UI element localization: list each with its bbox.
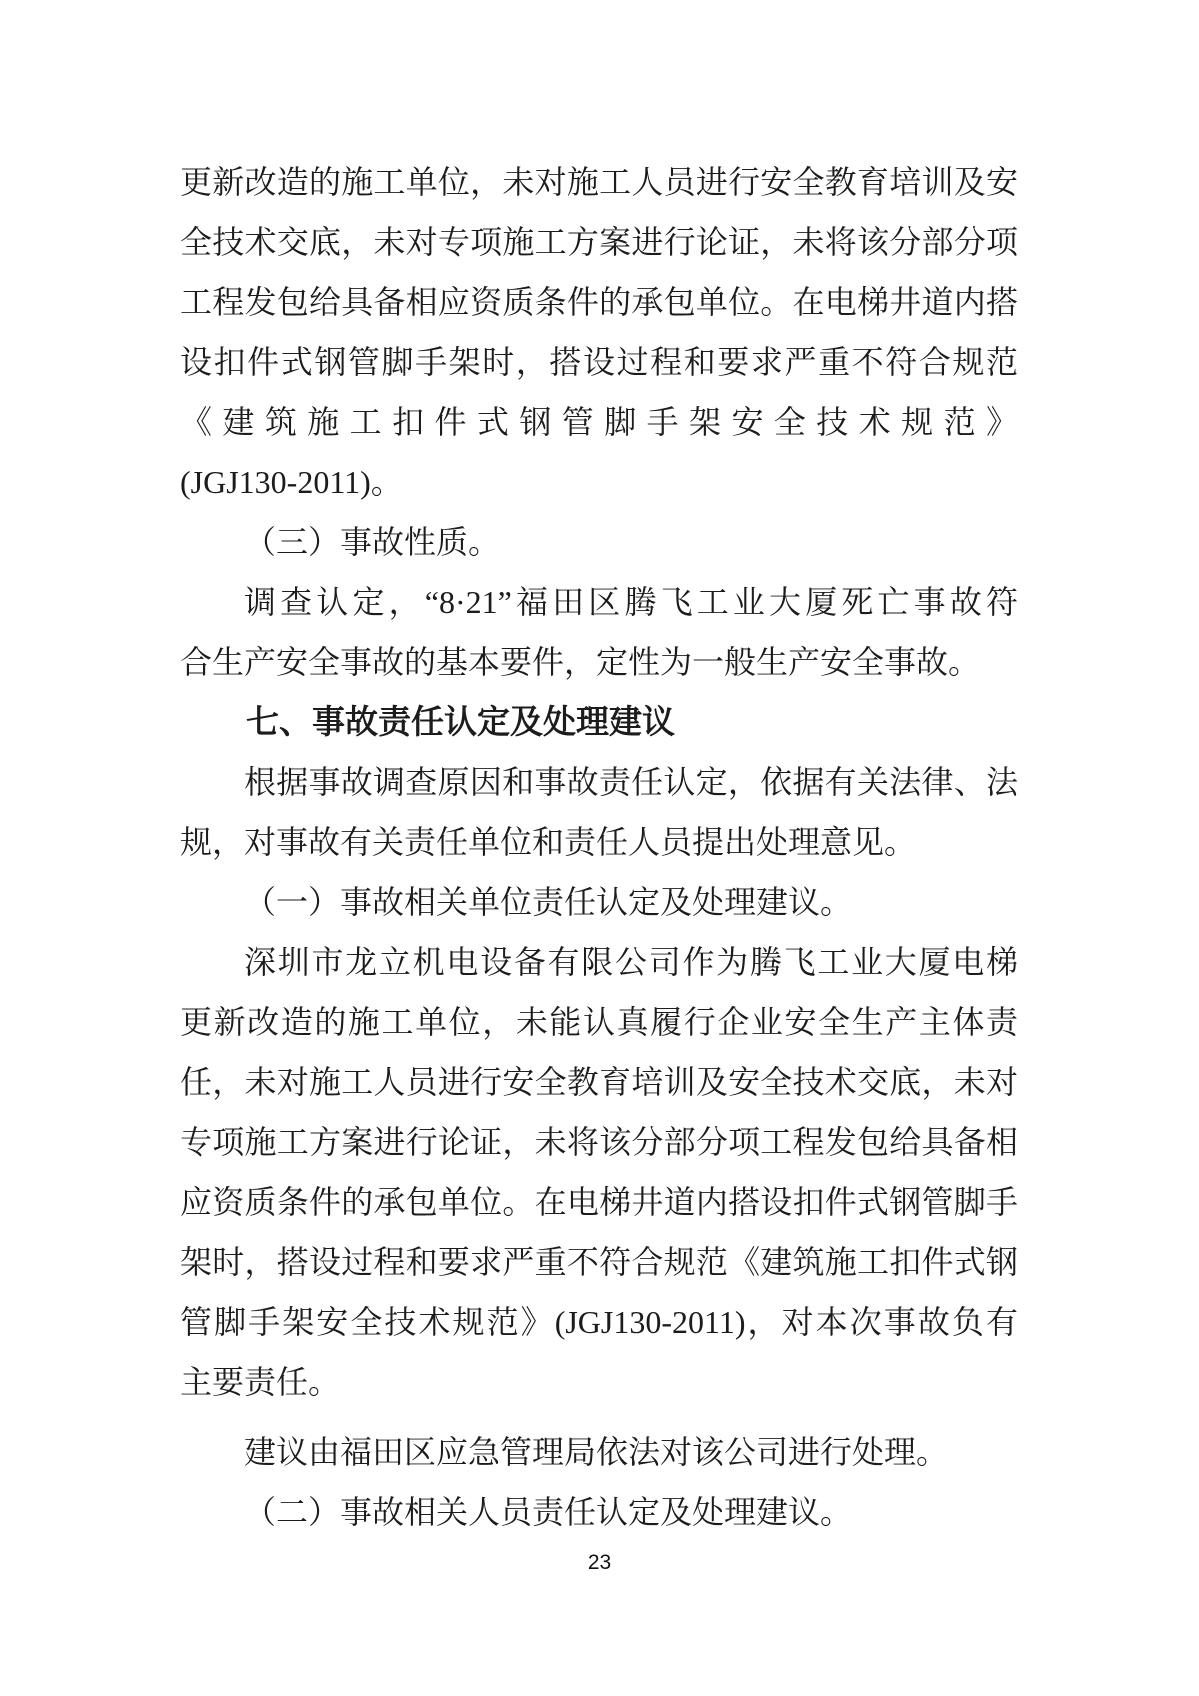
body-text-line: 调查认定，“8·21”福田区腾飞工业大厦死亡事故符	[244, 584, 1018, 620]
body-text-line: 专项施工方案进行论证，未将该分部分项工程发包给具备相	[180, 1124, 1018, 1160]
subsection-heading-line: （一）事故相关单位责任认定及处理建议。	[244, 884, 853, 920]
body-text-line: 根据事故调查原因和事故责任认定，依据有关法律、法	[244, 764, 1018, 800]
body-text-line: 深圳市龙立机电设备有限公司作为腾飞工业大厦电梯	[244, 944, 1018, 980]
body-text-line: 工程发包给具备相应资质条件的承包单位。在电梯井道内搭	[180, 284, 1018, 320]
body-text-line: 应资质条件的承包单位。在电梯井道内搭设扣件式钢管脚手	[180, 1184, 1018, 1220]
body-text-line: 主要责任。	[180, 1364, 341, 1400]
body-text-line: 建议由福田区应急管理局依法对该公司进行处理。	[244, 1434, 949, 1470]
body-text-line: 规，对事故有关责任单位和责任人员提出处理意见。	[180, 824, 917, 860]
subsection-heading-line: （三）事故性质。	[244, 524, 501, 560]
section-heading-line: 七、事故责任认定及处理建议	[246, 703, 675, 740]
body-text-line: 架时，搭设过程和要求严重不符合规范《建筑施工扣件式钢	[180, 1244, 1018, 1280]
body-text-line: 管脚手架安全技术规范》(JGJ130-2011)，对本次事故负有	[180, 1304, 1018, 1340]
body-text-line: 设扣件式钢管脚手架时，搭设过程和要求严重不符合规范	[180, 344, 1018, 380]
body-text-line: 任，未对施工人员进行安全教育培训及安全技术交底，未对	[180, 1064, 1018, 1100]
subsection-heading-line: （二）事故相关人员责任认定及处理建议。	[244, 1494, 853, 1530]
standard-title-line: 《建筑施工扣件式钢管脚手架安全技术规范》	[180, 404, 1018, 440]
standard-code-line: (JGJ130-2011)。	[180, 464, 403, 500]
body-text-line: 合生产安全事故的基本要件，定性为一般生产安全事故。	[180, 644, 981, 680]
body-text-line: 更新改造的施工单位，未对施工人员进行安全教育培训及安	[180, 164, 1018, 200]
body-text-line: 全技术交底，未对专项施工方案进行论证，未将该分部分项	[180, 224, 1018, 260]
body-text-line: 更新改造的施工单位，未能认真履行企业安全生产主体责	[180, 1004, 1018, 1040]
document-text-block	[180, 152, 1018, 1542]
page-number: 23	[587, 1551, 612, 1574]
